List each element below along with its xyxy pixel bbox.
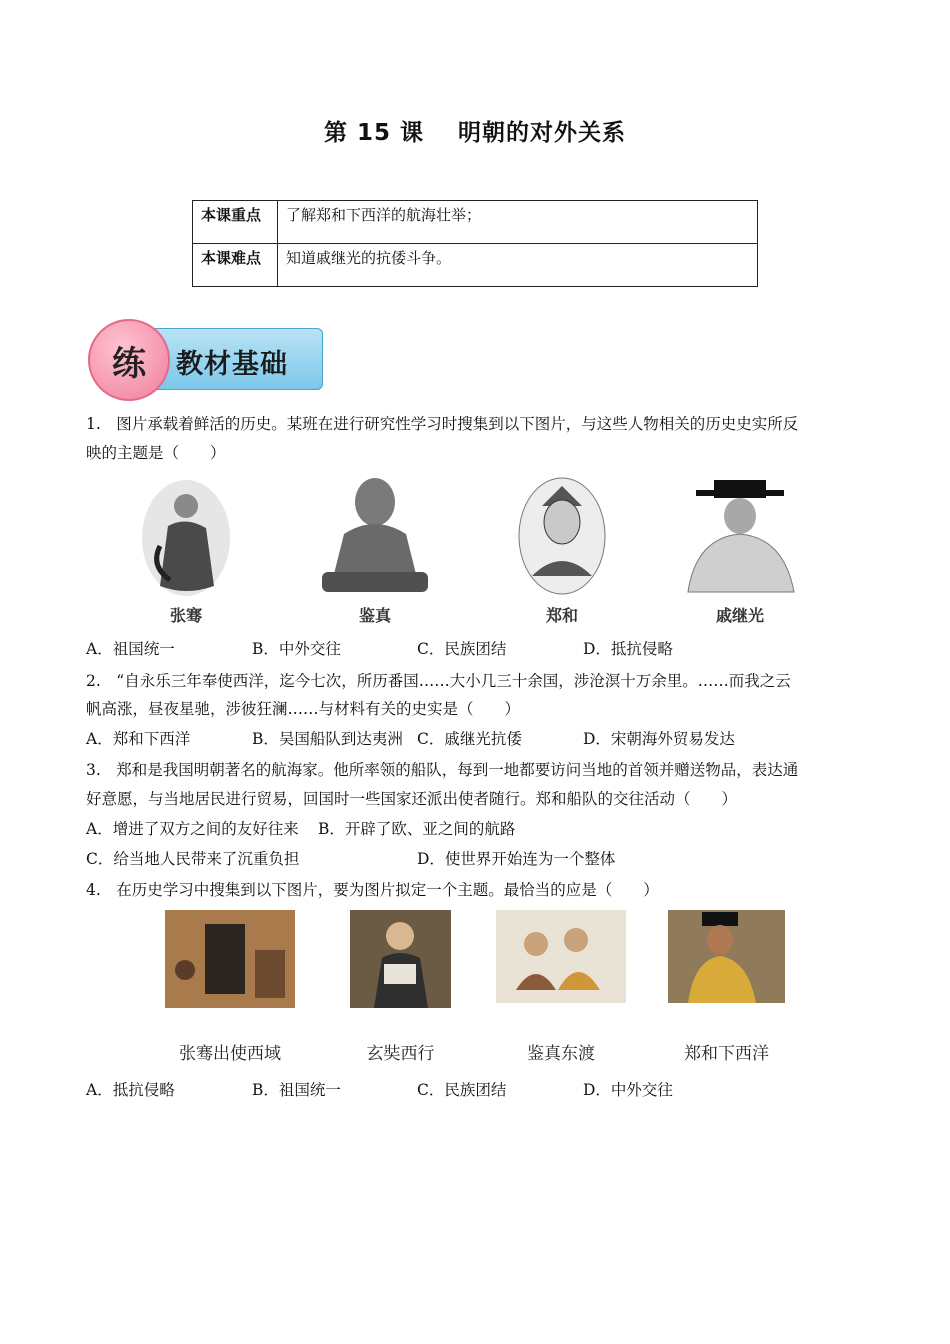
q4-option-d[interactable]: D．中外交往: [583, 1081, 673, 1099]
q2-option-b[interactable]: B．吴国船队到达夷洲: [252, 730, 403, 748]
q2-option-d[interactable]: D．宋朝海外贸易发达: [583, 730, 735, 748]
xuanzang-painting: [350, 910, 451, 1008]
q2-option-a[interactable]: A．郑和下西洋: [86, 730, 191, 748]
q3-option-b[interactable]: B．开辟了欧、亚之间的航路: [318, 820, 516, 838]
q1-caption: 张骞: [169, 606, 202, 625]
goal-key: 本课难点: [193, 244, 278, 287]
q1-caption: 郑和: [545, 606, 578, 625]
q1-option-d[interactable]: D．抵抗侵略: [583, 640, 673, 658]
zheng-he-portrait: [518, 476, 606, 596]
zheng-he-painting: [668, 910, 785, 1003]
q4-caption: 郑和下西洋: [684, 1044, 769, 1064]
q1-option-c[interactable]: C．民族团结: [417, 640, 507, 658]
q1-option-a[interactable]: A．祖国统一: [86, 640, 175, 658]
qi-jiguang-portrait: [674, 476, 806, 598]
q1-stem-line1: 1. 图片承载着鲜活的历史。某班在进行研究性学习时搜集到以下图片，与这些人物相关的历史史实所反: [86, 415, 799, 433]
q1-caption: 鉴真: [358, 606, 391, 625]
jianzhen-painting: [496, 910, 626, 1003]
q3-option-d[interactable]: D．使世界开始连为一个整体: [417, 850, 616, 868]
goal-key: 本课重点: [193, 201, 278, 244]
zhang-qian-portrait: [140, 476, 232, 598]
q4-option-b[interactable]: B．祖国统一: [252, 1081, 341, 1099]
q4-caption: 鉴真东渡: [527, 1044, 595, 1064]
q2-stem-line2: 帆高涨，昼夜星驰，涉彼狂澜……与材料有关的史实是（ ）: [86, 700, 521, 718]
q2-option-c[interactable]: C．戚继光抗倭: [417, 730, 522, 748]
q4-caption: 张骞出使西域: [179, 1044, 281, 1064]
zhang-qian-mural: [165, 910, 295, 1008]
q3-option-a[interactable]: A．增进了双方之间的友好往来: [86, 820, 299, 838]
section-banner: [88, 316, 324, 398]
q3-option-c[interactable]: C．给当地人民带来了沉重负担: [86, 850, 300, 868]
q4-stem-line1: 4. 在历史学习中搜集到以下图片，要为图片拟定一个主题。最恰当的应是（ ）: [86, 881, 659, 899]
goal-value: 了解郑和下西洋的航海壮举；: [278, 201, 758, 244]
q3-stem-line2: 好意愿，与当地居民进行贸易，回国时一些国家还派出使者随行。郑和船队的交往活动（ ）: [86, 790, 738, 808]
page-title: 第 15 课 明朝的对外关系: [323, 120, 627, 146]
goal-value: 知道戚继光的抗倭斗争。: [278, 244, 758, 287]
goal-row: [193, 244, 758, 287]
q1-stem-line2: 映的主题是（ ）: [86, 444, 226, 462]
banner-label: 教材基础: [176, 349, 288, 380]
q4-option-a[interactable]: A．抵抗侵略: [86, 1081, 175, 1099]
q2-stem-line1: 2. “自永乐三年奉使西洋，迄今七次，所历番国……大小几三十余国，涉沧溟十万余里。……而我之云: [86, 672, 791, 690]
q4-caption: 玄奘西行: [366, 1044, 435, 1064]
jian-zhen-statue: [316, 474, 434, 596]
q1-option-b[interactable]: B．中外交往: [252, 640, 341, 658]
lesson-goals-table: [192, 200, 758, 287]
q3-stem-line1: 3. 郑和是我国明朝著名的航海家。他所率领的船队，每到一地都要访问当地的首领并赠送物品，表达通: [86, 761, 799, 779]
banner-badge: 练: [88, 319, 170, 401]
q4-option-c[interactable]: C．民族团结: [417, 1081, 507, 1099]
q1-caption: 戚继光: [715, 606, 764, 625]
goal-row: [193, 201, 758, 244]
